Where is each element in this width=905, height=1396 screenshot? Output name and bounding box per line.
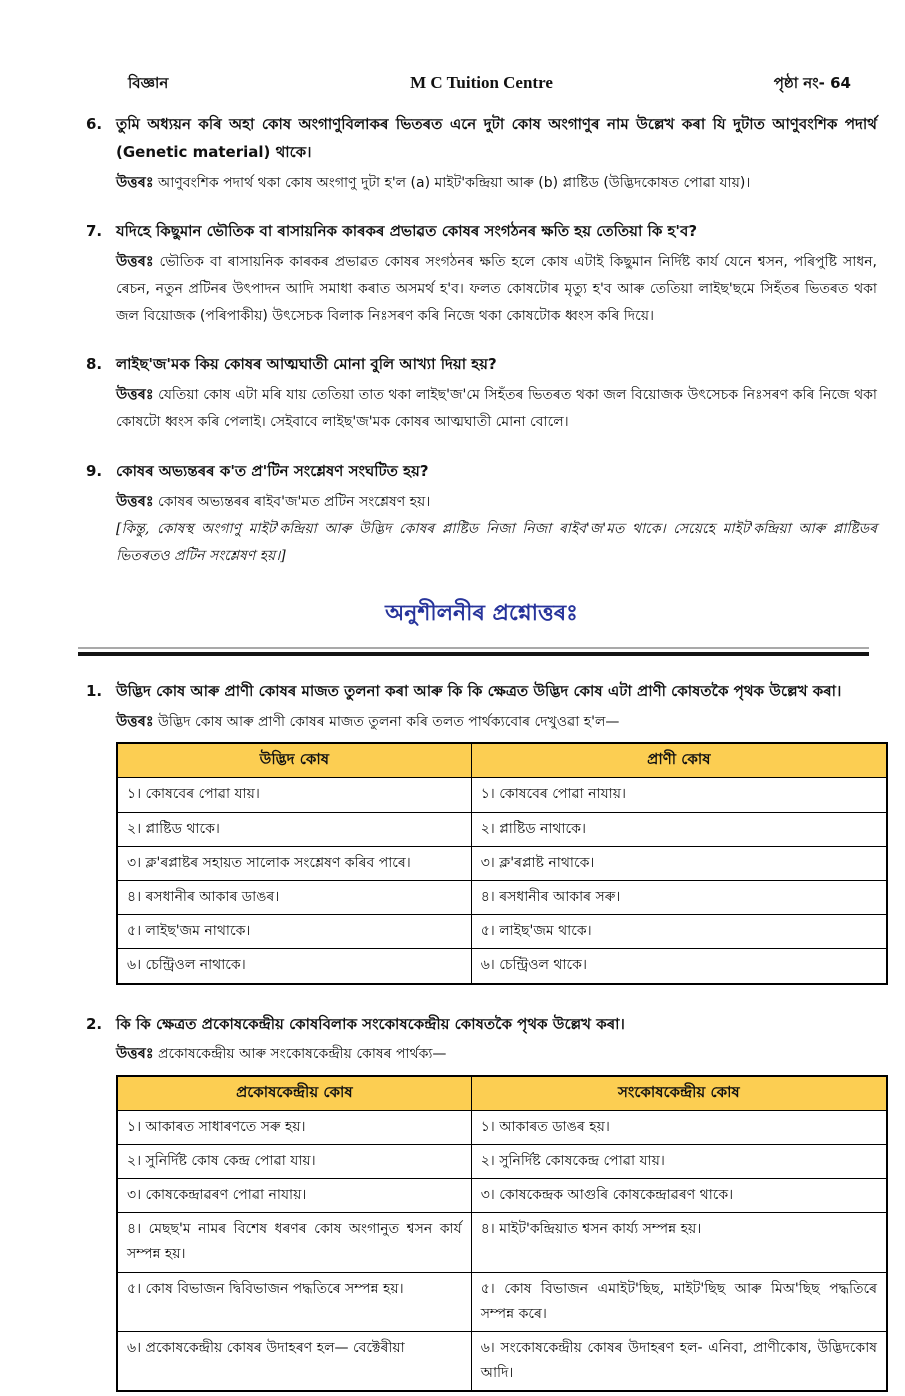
- question-text: কি কি ক্ষেত্ৰত প্ৰকোষকেন্দ্ৰীয় কোষবিলাক সংকোষকেন্দ্ৰীয় কোষতকৈ পৃথক উল্লেখ কৰা।: [116, 1014, 625, 1033]
- table-cell: ৬। চেন্ট্ৰিওল থাকে।: [471, 949, 887, 984]
- answer-label: উত্তৰঃ: [116, 387, 154, 404]
- table-cell: ৬। সংকোষকেন্দ্ৰীয় কোষৰ উদাহৰণ হল- এনিবা, প্ৰাণীকোষ, উদ্ভিদকোষ আদি।: [471, 1331, 887, 1391]
- table-header-row: [117, 743, 887, 778]
- table-row: [117, 881, 887, 915]
- qa-body: [116, 111, 877, 197]
- table-cell: ২। প্লাষ্টিড নাথাকে।: [471, 812, 887, 846]
- answer-body: আণুবংশিক পদাৰ্থ থকা কোষ অংগাণু দুটা হ'ল (a) মাইট'কন্দ্ৰিয়া আৰু (b) প্লাষ্টিড (উদ্ভিদকোষত পোৱা যায়)।: [158, 174, 751, 191]
- table-row: [117, 1110, 887, 1144]
- table-cell: ১। আকাৰত সাধাৰণতে সৰু হয়।: [117, 1110, 471, 1144]
- table-header-cell: প্ৰকোষকেন্দ্ৰীয় কোষ: [117, 1076, 471, 1111]
- answer-body: উদ্ভিদ কোষ আৰু প্ৰাণী কোষৰ মাজত তুলনা কৰি তলত পাৰ্থক্যবোৰ দেখুওৱা হ'ল—: [158, 714, 620, 731]
- qa-item-6: [86, 111, 877, 197]
- question-text: কোষৰ অভ্যন্তৰৰ ক'ত প্ৰ'টিন সংশ্লেষণ সংঘটিত হয়?: [116, 461, 429, 480]
- table-cell: ৩। ক্ল'ৰপ্লাষ্টৰ সহায়ত সালোক সংশ্লেষণ কৰিব পাৰে।: [117, 846, 471, 880]
- table-row: [117, 812, 887, 846]
- subject-title: বিজ্ঞান: [128, 74, 169, 92]
- qa-body: [116, 458, 877, 571]
- answer-body: প্ৰকোষকেন্দ্ৰীয় আৰু সংকোষকেন্দ্ৰীয় কোষৰ পাৰ্থক্য—: [158, 1046, 447, 1063]
- exercise-item-2: [86, 1011, 877, 1396]
- table-cell: ৪। ৰসধানীৰ আকাৰ ডাঙৰ।: [117, 881, 471, 915]
- table-cell: ৬। চেন্ট্ৰিওল নাথাকে।: [117, 949, 471, 984]
- exercise-item-1: [86, 678, 877, 988]
- answer-label: উত্তৰঃ: [116, 714, 154, 731]
- plant-vs-animal-cell-table: [116, 742, 888, 984]
- answer-body: ভৌতিক বা ৰাসায়নিক কাৰকৰ প্ৰভাৱত কোষৰ সংগঠনৰ ক্ষতি হলে কোষ এটাই কিছুমান নিৰ্দিষ্ট কাৰ্য যেনে শ্বসন, পৰিপুষ্টি সাধন, ৰেচন, নতুন প্ৰটিনৰ উৎপাদন আদি সমাধা কৰাত অসমৰ্থ হ'ব। ফলত কোষটোৰ মৃত্যু হ'ব আৰু তেতিয়া লাইছ'ছমে সিহঁতৰ ভিতৰত থকা জল বিয়োজক (পৰিপাকীয়) উৎসেচক বিলাক নিঃসৰণ কৰি নিজে থকা কোষটোক ধ্বংস কৰি দিয়ে।: [116, 253, 877, 325]
- table-cell: ১। কোষবেৰ পোৱা নাযায়।: [471, 778, 887, 812]
- answer-body: কোষৰ অভ্যন্তৰৰ ৰাইব'জ'মত প্ৰটিন সংশ্লেষণ হয়।: [158, 493, 431, 510]
- page-header: [86, 72, 877, 97]
- section-heading: অনুশীলনীৰ প্ৰশ্নোত্তৰঃ: [385, 601, 578, 627]
- table-cell: ৪। মেছছ'ম নামৰ বিশেষ ধৰণৰ কোষ অংগানুত শ্বসন কাৰ্য সম্পন্ন হয়।: [117, 1213, 471, 1272]
- table-cell: ৩। কোষকেন্দ্ৰক আগুৰি কোষকেন্দ্ৰাৱৰণ থাকে।: [471, 1179, 887, 1213]
- section-divider: [78, 647, 869, 656]
- table-header-cell: সংকোষকেন্দ্ৰীয় কোষ: [471, 1076, 887, 1111]
- answer-label: উত্তৰঃ: [116, 1046, 154, 1063]
- answer-text: [116, 381, 877, 437]
- table-cell: ৫। কোষ বিভাজন দ্বিবিভাজন পদ্ধতিৰে সম্পন্ন হয়।: [117, 1272, 471, 1331]
- table-row: [117, 915, 887, 949]
- qa-body: [116, 1011, 888, 1396]
- prokaryotic-vs-eukaryotic-cell-table: [116, 1075, 888, 1393]
- qa-item-7: [86, 218, 877, 331]
- qa-item-9: [86, 458, 877, 571]
- question-text: তুমি অধ্যয়ন কৰি অহা কোষ অংগাণুবিলাকৰ ভিতৰত এনে দুটা কোষ অংগাণুৰ নাম উল্লেখ কৰা যি দুটাত আণুবংশিক পদাৰ্থ (Genetic material) থাকে।: [116, 115, 877, 161]
- table-cell: ৪। ৰসধানীৰ আকাৰ সৰু।: [471, 881, 887, 915]
- table-cell: ৬। প্ৰকোষকেন্দ্ৰীয় কোষৰ উদাহৰণ হল— বেক্টেৰীয়া: [117, 1331, 471, 1391]
- table-row: [117, 1272, 887, 1331]
- question-number: 7.: [86, 221, 103, 240]
- divider-thin-line: [78, 647, 869, 649]
- table-cell: ১। কোষবেৰ পোৱা যায়।: [117, 778, 471, 812]
- qa-body: [116, 678, 888, 988]
- qa-body: [116, 218, 877, 331]
- centre-title: M C Tuition Centre: [410, 73, 553, 92]
- table-cell: ২। সুনিৰ্দিষ্ট কোষ কেন্দ্ৰ পোৱা যায়।: [117, 1144, 471, 1178]
- table-cell: ২। সুনিৰ্দিষ্ট কোষকেন্দ্ৰ পোৱা যায়।: [471, 1144, 887, 1178]
- answer-body: যেতিয়া কোষ এটা মৰি যায় তেতিয়া তাত থকা লাইছ'জ'মে সিহঁতৰ ভিতৰত থকা জল বিয়োজক উৎসেচক নিঃসৰণ কৰি নিজে থকা কোষটো ধ্বংস কৰি পেলাই। সেইবাবে লাইছ'জ'মক কোষৰ আত্মঘাতী মোনা বোলে।: [116, 387, 877, 431]
- question-text: যদিহে কিছুমান ভৌতিক বা ৰাসায়নিক কাৰকৰ প্ৰভাৱত কোষৰ সংগঠনৰ ক্ষতি হয় তেতিয়া কি হ'ব?: [116, 221, 698, 240]
- table-row: [117, 1144, 887, 1178]
- qa-item-8: [86, 351, 877, 436]
- question-text: উদ্ভিদ কোষ আৰু প্ৰাণী কোষৰ মাজত তুলনা কৰা আৰু কি কি ক্ষেত্ৰত উদ্ভিদ কোষ এটা প্ৰাণী কোষতকৈ পৃথক উল্লেখ কৰা।: [116, 682, 842, 701]
- answer-text: [116, 248, 877, 331]
- table-row: [117, 778, 887, 812]
- table-row: [117, 1179, 887, 1213]
- table-row: [117, 846, 887, 880]
- answer-label: উত্তৰঃ: [116, 493, 154, 510]
- table-cell: ৩। ক্ল'ৰপ্লাষ্ট নাথাকে।: [471, 846, 887, 880]
- answer-label: উত্তৰঃ: [116, 174, 154, 191]
- question-number: 2.: [86, 1014, 103, 1033]
- answer-label: উত্তৰঃ: [116, 253, 154, 270]
- table-cell: ৫। কোষ বিভাজন এমাইট'ছিছ, মাইট'ছিছ আৰু মিঅ'ছিছ পদ্ধতিৰে সম্পন্ন কৰে।: [471, 1272, 887, 1331]
- table-cell: ৩। কোষকেন্দ্ৰাৱৰণ পোৱা নাযায়।: [117, 1179, 471, 1213]
- table-row: [117, 1331, 887, 1391]
- answer-note: [কিন্তু, কোষস্থ অংগাণু মাইট'কন্দ্ৰিয়া আৰু উদ্ভিদ কোষৰ প্লাষ্টিড নিজা নিজা ৰাইব'জ'মত থাকে। সেয়েহে মাইট'কন্দ্ৰিয়া আৰু প্লাষ্টিডৰ ভিতৰতও প্ৰটিন সংশ্লেষণ হয়।]: [116, 520, 877, 565]
- table-header-cell: প্ৰাণী কোষ: [471, 743, 887, 778]
- table-row: [117, 1213, 887, 1272]
- table-header-row: [117, 1076, 887, 1111]
- question-number: 6.: [86, 115, 103, 133]
- table-row: [117, 949, 887, 984]
- qa-body: [116, 351, 877, 436]
- table-cell: ৫। লাইছ'জম নাথাকে।: [117, 915, 471, 949]
- answer-text: [116, 488, 877, 516]
- answer-text: [116, 169, 877, 197]
- page-number: পৃষ্ঠা নং- 64: [773, 74, 851, 92]
- question-number: 1.: [86, 682, 103, 701]
- question-text: লাইছ'জ'মক কিয় কোষৰ আত্মঘাতী মোনা বুলি আখ্যা দিয়া হয়?: [116, 355, 497, 374]
- divider-thick-line: [78, 652, 869, 656]
- question-number: 9.: [86, 461, 103, 480]
- table-cell: ২। প্লাষ্টিড থাকে।: [117, 812, 471, 846]
- table-cell: ৫। লাইছ'জম থাকে।: [471, 915, 887, 949]
- table-cell: ৪। মাইট'কন্দ্ৰিয়াত শ্বসন কাৰ্য্য সম্পন্ন হয়।: [471, 1213, 887, 1272]
- table-cell: ১। আকাৰত ডাঙৰ হয়।: [471, 1110, 887, 1144]
- answer-intro: [116, 708, 888, 736]
- question-number: 8.: [86, 355, 103, 374]
- answer-intro: [116, 1040, 888, 1068]
- table-header-cell: উদ্ভিদ কোষ: [117, 743, 471, 778]
